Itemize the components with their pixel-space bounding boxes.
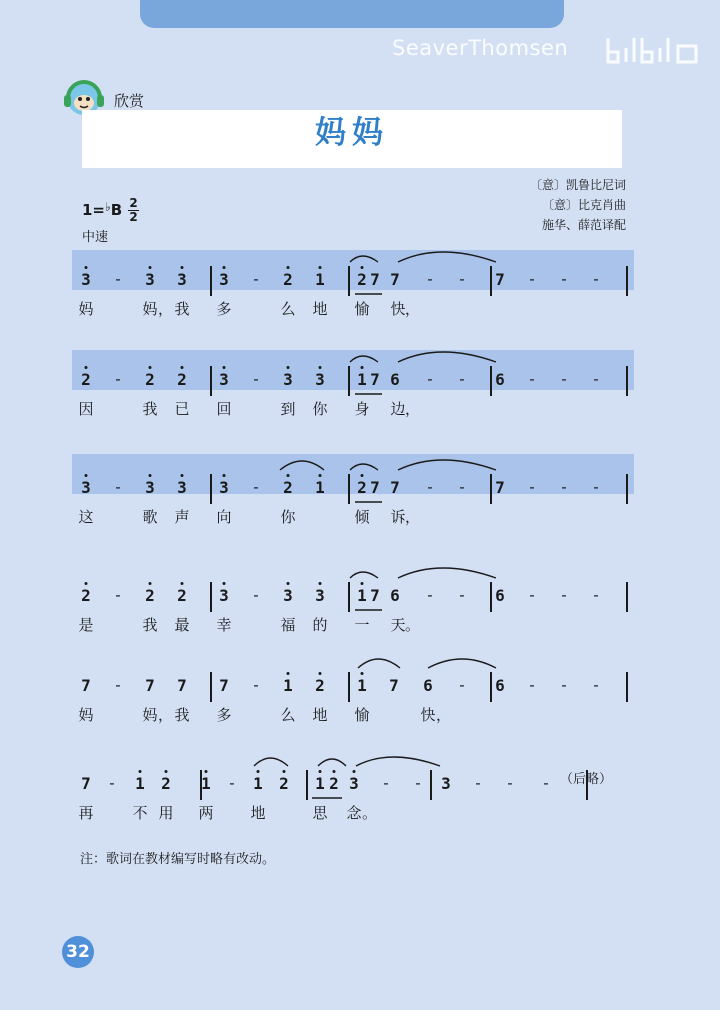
key-letter: B (110, 201, 123, 219)
tie-arc (398, 568, 496, 578)
lyric-char: 地 (250, 804, 266, 822)
note-digit: 7 (389, 676, 399, 695)
lyric-char: 向 (216, 508, 232, 526)
note-digit: 7 (177, 676, 187, 695)
bar-line (490, 582, 492, 612)
lyric-char: 用 (158, 804, 174, 822)
note-digit: 7 (390, 478, 400, 497)
note-digit: 7 (145, 676, 155, 695)
octave-dot-above (361, 366, 364, 369)
tie-arc (318, 759, 346, 766)
lyric-punctuation: ， (405, 400, 421, 418)
bar-line (210, 672, 212, 702)
note-digit: 3 (219, 270, 229, 289)
lyric-char: 天 (390, 616, 406, 634)
note-digit: 2 (145, 370, 155, 389)
lyric-char: 最 (174, 616, 190, 634)
note-digit: 2 (177, 370, 187, 389)
note-digit: 3 (177, 270, 187, 289)
sustain-dash: - (459, 270, 465, 288)
note-digit: 1 (357, 586, 367, 605)
sustain-dash: - (253, 370, 259, 388)
octave-dot-above (149, 582, 152, 585)
slur-arc (350, 572, 378, 578)
lyric-char: 快 (390, 300, 406, 318)
sustain-dash: - (543, 774, 549, 792)
bar-line (490, 366, 492, 396)
note-digit: 2 (283, 270, 293, 289)
sustain-dash: - (383, 774, 389, 792)
lyric-char: 诉 (390, 508, 406, 526)
lyric-punctuation: ， (436, 706, 452, 724)
lyric-char: 到 (280, 400, 296, 418)
octave-dot-above (333, 770, 336, 773)
lyric-char: 歌 (142, 508, 158, 526)
octave-dot-above (85, 266, 88, 269)
octave-dot-above (181, 266, 184, 269)
sustain-dash: - (115, 586, 121, 604)
note-digit: 2 (81, 586, 91, 605)
sustain-dash: - (561, 270, 567, 288)
octave-dot-above (181, 366, 184, 369)
octave-dot-above (287, 474, 290, 477)
octave-dot-above (287, 266, 290, 269)
sustain-dash: - (593, 370, 599, 388)
octave-dot-above (85, 474, 88, 477)
sustain-dash: - (593, 270, 599, 288)
note-digit: 7 (81, 676, 91, 695)
lyric-punctuation: ， (405, 508, 421, 526)
octave-dot-above (319, 582, 322, 585)
sustain-dash: - (561, 478, 567, 496)
lyric-char: 是 (78, 616, 94, 634)
octave-dot-above (287, 366, 290, 369)
note-digit: 2 (177, 586, 187, 605)
note-digit: 6 (495, 676, 505, 695)
note-digit: 3 (219, 370, 229, 389)
bar-line (348, 672, 350, 702)
bilibili-logo-icon (602, 34, 702, 68)
key-prefix: 1= (82, 201, 106, 219)
octave-dot-above (223, 366, 226, 369)
sustain-dash: - (593, 586, 599, 604)
lyric-char: 我 (174, 706, 190, 724)
lyric-char: 多 (216, 706, 232, 724)
octave-dot-above (319, 770, 322, 773)
note-digit: 3 (219, 586, 229, 605)
sustain-dash: - (253, 270, 259, 288)
translator-credit: 施华、薛范译配 (541, 218, 626, 232)
sustain-dash: - (115, 270, 121, 288)
bar-line (210, 474, 212, 504)
octave-dot-above (283, 770, 286, 773)
note-digit: 1 (357, 370, 367, 389)
page-number: 32 (62, 936, 94, 968)
sustain-dash: - (427, 370, 433, 388)
octave-dot-above (361, 474, 364, 477)
top-tab-banner (140, 0, 564, 28)
lyric-char: 么 (280, 300, 296, 318)
sustain-dash: - (253, 586, 259, 604)
lyric-char: 再 (78, 804, 94, 822)
note-digit: 1 (315, 270, 325, 289)
bar-line (626, 582, 628, 612)
lyric-punctuation: ， (158, 706, 174, 724)
octave-dot-above (149, 366, 152, 369)
octave-dot-above (257, 770, 260, 773)
lyric-char: 妈 (78, 706, 94, 724)
sustain-dash: - (115, 478, 121, 496)
sustain-dash: - (109, 774, 115, 792)
note-digit: 3 (315, 586, 325, 605)
tie-arc (356, 757, 440, 766)
lyric-char: 我 (174, 300, 190, 318)
sustain-dash: - (593, 478, 599, 496)
note-digit: 2 (81, 370, 91, 389)
note-digit: 7 (219, 676, 229, 695)
lyric-char: 念 (346, 804, 362, 822)
note-digit: 2 (357, 478, 367, 497)
sustain-dash: - (507, 774, 513, 792)
staff-band-1 (72, 250, 634, 290)
song-title: 妈妈 (315, 115, 389, 151)
note-digit: 3 (219, 478, 229, 497)
sustain-dash: - (459, 370, 465, 388)
note-digit: 3 (349, 774, 359, 793)
octave-dot-above (85, 582, 88, 585)
lyric-char: 一 (354, 616, 370, 634)
tempo-marking: 中速 (82, 230, 109, 245)
lyric-punctuation: ， (158, 300, 174, 318)
bar-line (210, 266, 212, 296)
sustain-dash: - (427, 270, 433, 288)
tie-arc (358, 659, 400, 668)
lyric-punctuation: 。 (362, 804, 378, 822)
sustain-dash: - (561, 676, 567, 694)
bar-line (210, 582, 212, 612)
sustain-dash: - (427, 478, 433, 496)
lyric-char: 的 (312, 616, 328, 634)
note-digit: 6 (423, 676, 433, 695)
bar-line (490, 266, 492, 296)
composer-credit: 〔意〕比克肖曲 (541, 198, 626, 212)
lyric-char: 妈 (142, 300, 158, 318)
octave-dot-above (361, 582, 364, 585)
sustain-dash: - (427, 586, 433, 604)
sustain-dash: - (459, 676, 465, 694)
sustain-dash: - (529, 270, 535, 288)
lyric-char: 已 (174, 400, 190, 418)
lyric-char: 福 (280, 616, 296, 634)
bar-line (490, 672, 492, 702)
octave-dot-above (287, 672, 290, 675)
note-digit: 7 (495, 478, 505, 497)
note-digit: 7 (370, 478, 380, 497)
note-digit: 3 (81, 270, 91, 289)
lyric-char: 妈 (142, 706, 158, 724)
octave-dot-above (319, 366, 322, 369)
bar-line (210, 366, 212, 396)
lyric-char: 愉 (354, 300, 370, 318)
note-digit: 3 (441, 774, 451, 793)
sustain-dash: - (561, 370, 567, 388)
sustain-dash: - (115, 370, 121, 388)
note-digit: 2 (279, 774, 289, 793)
octave-dot-above (353, 770, 356, 773)
tie-arc (254, 758, 288, 766)
bar-line (626, 266, 628, 296)
note-digit: 1 (201, 774, 211, 793)
tie-arc (428, 659, 496, 668)
time-sig-bottom: 2 (129, 210, 138, 224)
sustain-dash: - (529, 370, 535, 388)
bar-line (626, 474, 628, 504)
key-signature (82, 200, 122, 219)
sustain-dash: - (459, 478, 465, 496)
note-digit: 3 (177, 478, 187, 497)
octave-dot-above (223, 266, 226, 269)
lyric-char: 多 (216, 300, 232, 318)
octave-dot-above (223, 582, 226, 585)
sustain-dash: - (253, 478, 259, 496)
lyric-char: 倾 (354, 508, 370, 526)
octave-dot-above (149, 266, 152, 269)
bar-line (306, 770, 308, 800)
bar-line (626, 366, 628, 396)
lyric-char: 我 (142, 400, 158, 418)
lyric-char: 愉 (354, 706, 370, 724)
note-digit: 1 (135, 774, 145, 793)
octave-dot-above (181, 582, 184, 585)
lyric-char: 我 (142, 616, 158, 634)
lyric-char: 回 (216, 400, 232, 418)
octave-dot-above (361, 266, 364, 269)
octave-dot-above (287, 582, 290, 585)
note-digit: 7 (390, 270, 400, 289)
lyric-char: 地 (312, 706, 328, 724)
note-digit: 2 (283, 478, 293, 497)
bar-line (430, 770, 432, 800)
bar-line (348, 474, 350, 504)
lyric-punctuation: 。 (405, 616, 421, 634)
octave-dot-above (181, 474, 184, 477)
bar-line (490, 474, 492, 504)
note-digit: 6 (390, 586, 400, 605)
lyric-char: 你 (312, 400, 328, 418)
note-digit: 2 (357, 270, 367, 289)
bar-line (626, 672, 628, 702)
lyric-char: 声 (174, 508, 190, 526)
note-digit: 3 (145, 478, 155, 497)
lyric-char: 幸 (216, 616, 232, 634)
note-digit: 7 (81, 774, 91, 793)
note-digit: 6 (495, 586, 505, 605)
sustain-dash: - (229, 774, 235, 792)
note-digit: 3 (283, 370, 293, 389)
note-digit: 2 (161, 774, 171, 793)
octave-dot-above (319, 474, 322, 477)
octave-dot-above (361, 672, 364, 675)
lyric-char: 快 (420, 706, 436, 724)
footnote: 注：歌词在教材编写时略有改动。 (80, 852, 276, 867)
section-label: 欣赏 (114, 92, 145, 110)
coda-marking: （后略） (560, 772, 613, 787)
note-digit: 2 (315, 676, 325, 695)
note-digit: 7 (495, 270, 505, 289)
bar-line (348, 582, 350, 612)
note-digit: 1 (253, 774, 263, 793)
lyric-char: 地 (312, 300, 328, 318)
note-digit: 2 (145, 586, 155, 605)
sustain-dash: - (529, 676, 535, 694)
note-digit: 1 (315, 478, 325, 497)
sustain-dash: - (529, 586, 535, 604)
lyricist-credit: 〔意〕凯鲁比尼词 (529, 178, 626, 192)
sustain-dash: - (415, 774, 421, 792)
octave-dot-above (205, 770, 208, 773)
octave-dot-above (85, 366, 88, 369)
lyric-char: 因 (78, 400, 94, 418)
staff-band-3 (72, 454, 634, 494)
sustain-dash: - (593, 676, 599, 694)
octave-dot-above (139, 770, 142, 773)
sustain-dash: - (459, 586, 465, 604)
octave-dot-above (149, 474, 152, 477)
octave-dot-above (165, 770, 168, 773)
lyric-char: 身 (354, 400, 370, 418)
note-digit: 7 (370, 370, 380, 389)
note-digit: 3 (315, 370, 325, 389)
sustain-dash: - (115, 676, 121, 694)
octave-dot-above (319, 266, 322, 269)
note-digit: 2 (329, 774, 339, 793)
sustain-dash: - (529, 478, 535, 496)
note-digit: 6 (495, 370, 505, 389)
lyric-char: 这 (78, 508, 94, 526)
bar-line (348, 266, 350, 296)
lyric-char: 两 (198, 804, 214, 822)
note-digit: 7 (370, 586, 380, 605)
time-signature (128, 198, 139, 223)
note-digit: 3 (145, 270, 155, 289)
octave-dot-above (319, 672, 322, 675)
lyric-punctuation: ， (405, 300, 421, 318)
lyric-char: 不 (132, 804, 148, 822)
note-digit: 3 (81, 478, 91, 497)
lyric-char: 边 (390, 400, 406, 418)
staff-band-2 (72, 350, 634, 390)
note-digit: 3 (283, 586, 293, 605)
sustain-dash: - (561, 586, 567, 604)
lyric-char: 么 (280, 706, 296, 724)
note-digit: 1 (315, 774, 325, 793)
lyric-char: 妈 (78, 300, 94, 318)
octave-dot-above (223, 474, 226, 477)
time-sig-top: 2 (129, 196, 138, 210)
lyric-char: 思 (312, 804, 328, 822)
note-digit: 1 (283, 676, 293, 695)
sustain-dash: - (253, 676, 259, 694)
note-digit: 7 (370, 270, 380, 289)
watermark-text: SeaverThomsen (392, 36, 569, 60)
sustain-dash: - (475, 774, 481, 792)
note-digit: 1 (357, 676, 367, 695)
flat-symbol: ♭ (105, 200, 111, 214)
lyric-char: 你 (280, 508, 296, 526)
bar-line (348, 366, 350, 396)
note-digit: 6 (390, 370, 400, 389)
